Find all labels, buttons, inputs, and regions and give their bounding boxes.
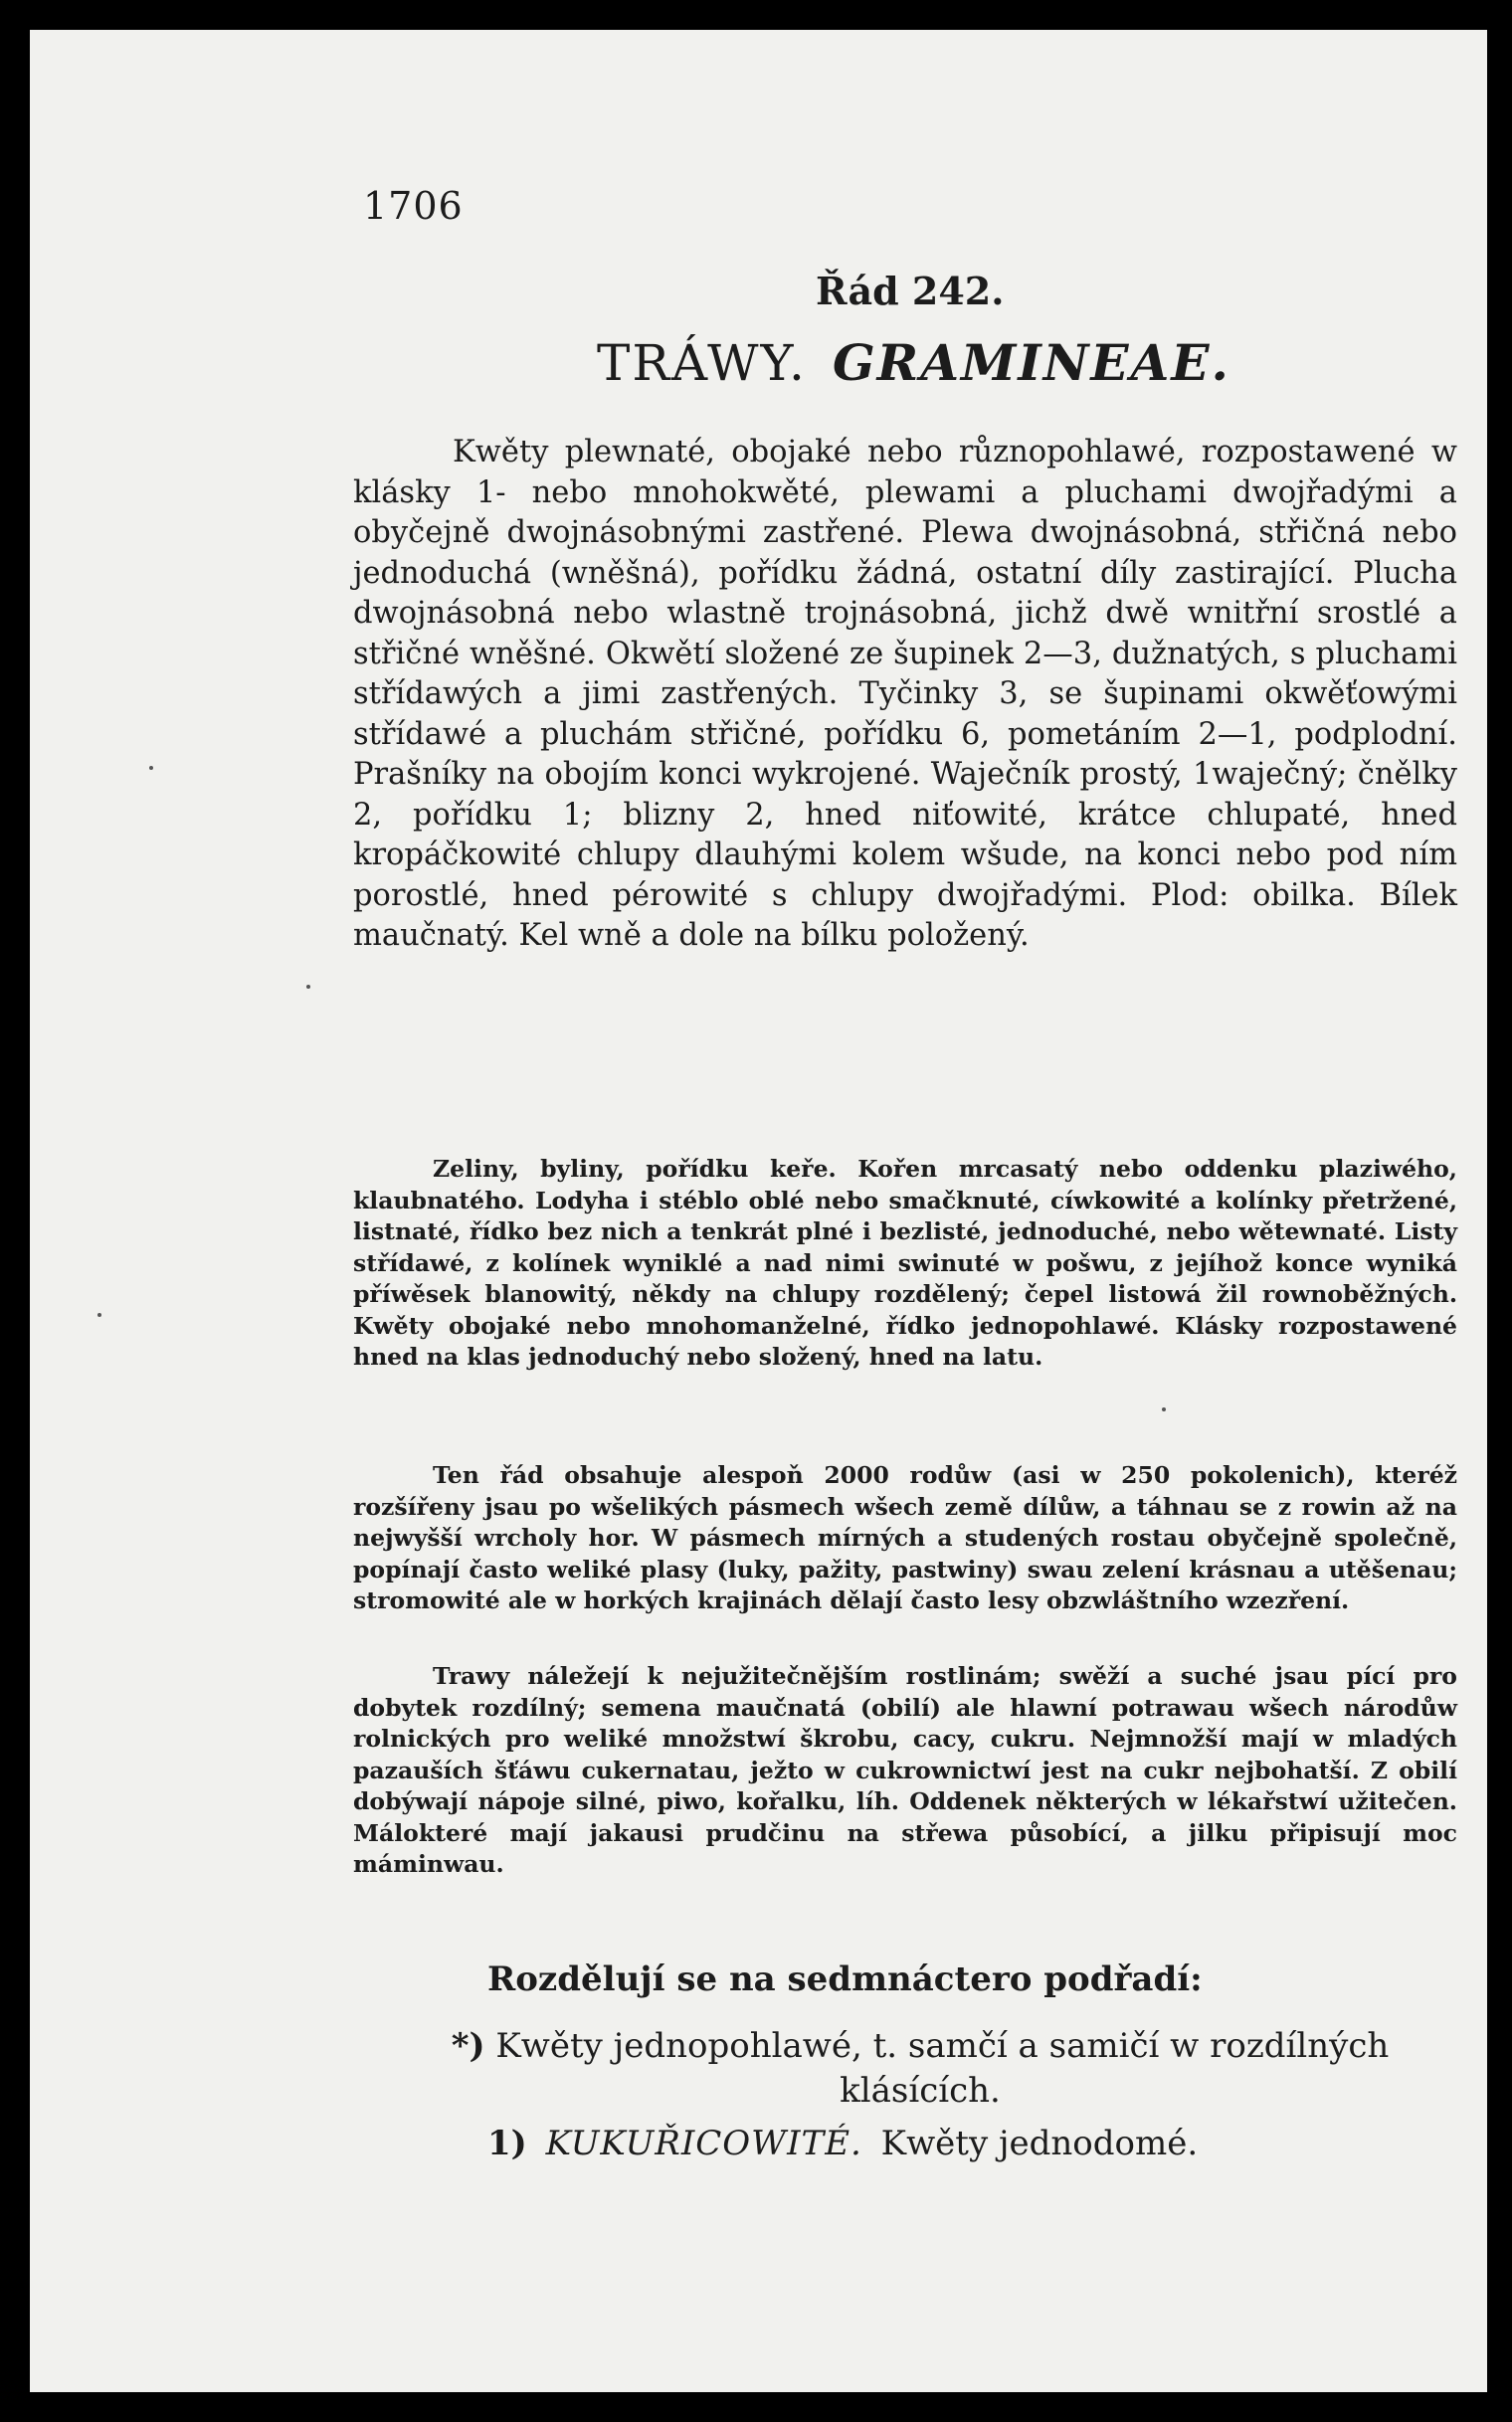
subgroup-text: Kwěty jednopohlawé, t. samčí a samičí w rozdílných klásících.	[495, 2026, 1390, 2111]
suborder-text: Kwěty jednodomé.	[880, 2124, 1199, 2163]
order-label: Řád 242.	[816, 269, 1005, 313]
paper-speck	[149, 766, 153, 770]
uses-paragraph	[353, 1661, 1457, 1881]
paper-speck	[306, 985, 310, 989]
habit-text: Zeliny, byliny, pořídku keře. Kořen mrcasatý nebo oddenku plaziwého, klaubnatého. Lodyha i stéblo oblé nebo smačknuté, cíwkowité a kolínky přetržené, listnaté, řídko bez nich a tenkrát plné i bezlisté, jednoduché, nebo wětewnaté. Listy střídawé, z kolínek wyniklé a nad nimi swinuté w pošwu, z jejíhož konce wyniká příwěsek blanowitý, někdy na chlupy rozdělený; čepel listowá žil rownoběžných. Kwěty obojaké nebo mnohomanželné, řídko jednopohlawé. Klásky rozpostawené hned na klas jednoduchý nebo složený, hned na latu.	[353, 1155, 1457, 1371]
paper-speck	[1162, 1407, 1166, 1411]
suborder-heading	[487, 2124, 1198, 2163]
distribution-paragraph	[353, 1460, 1457, 1617]
division-heading: Rozdělují se na sedmnáctero podřadí:	[487, 1959, 1203, 1999]
family-title	[597, 333, 1230, 392]
habit-paragraph	[353, 1154, 1457, 1374]
book-page	[30, 30, 1487, 2392]
distribution-text: Ten řád obsahuje alespoň 2000 rodůw (asi w 250 pokolenich), kteréž rozšířeny jsau po wšelikých pásmech wšech země dílůw, a táhnau se z rowin až na nejwyšší wrcholy hor. W pásmech mírných a studených rostau obyčejně společně, popínají často weliké plasy (luky, pažity, pastwiny) swau zelení krásnau a utěšenau; stromowité ale w horkých krajinách dělají často lesy obzwláštního wzezření.	[353, 1461, 1457, 1614]
subgroup-heading	[383, 2024, 1457, 2114]
title-latin: GRAMINEAE.	[832, 333, 1230, 392]
description-text: Kwěty plewnaté, obojaké nebo různopohlawé, rozpostawené w klásky 1- nebo mnohokwěté, plewami a pluchami dwojřadými a obyčejně dwojnásobnými zastřené. Plewa dwojnásobná, střičná nebo jednoduchá (wněšná), pořídku žádná, ostatní díly zastirající. Plucha dwojnásobná nebo wlastně trojnásobná, jichž dwě wnitřní srostlé a střičné wněšné. Okwětí složené ze šupinek 2—3, dužnatých, s pluchami střídawých a jimi zastřených. Tyčinky 3, se šupinami okwěťowými střídawé a pluchám střičné, pořídku 6, pometáním 2—1, podplodní. Prašníky na obojím konci wykrojené. Waječník prostý, 1waječný; čnělky 2, pořídku 1; blizny 2, hned niťowité, krátce chlupaté, hned kropáčkowité chlupy dlauhými kolem wšude, na konci nebo pod ním porostlé, hned pérowité s chlupy dwojřadými. Plod: obilka. Bílek maučnatý. Kel wně a dole na bílku položený.	[353, 435, 1457, 953]
title-common: TRÁWY.	[597, 334, 807, 392]
description-paragraph	[353, 433, 1457, 957]
suborder-name: KUKUŘICOWITÉ.	[545, 2124, 862, 2163]
page-number: 1706	[363, 184, 464, 228]
uses-text: Trawy náležejí k nejužitečnějším rostlinám; swěží a suché jsau pící pro dobytek rozdílný; semena maučnatá (obilí) ale hlawní potrawau wšech národůw rolnických pro weliké množstwí škrobu, cacy, cukru. Nejmnožší mají w mladých pazauších šťáwu cukernatau, ježto w cukrownictwí jest na cukr nejbohatší. Z obilí dobýwají nápoje silné, piwo, kořalku, líh. Oddenek některých w lékařstwí užitečen. Málokteré mají jakausi prudčinu na střewa působící, a jilku připisují moc máminwau.	[353, 1662, 1457, 1878]
suborder-number: 1)	[487, 2124, 527, 2163]
subgroup-mark: *)	[451, 2026, 485, 2066]
paper-speck	[97, 1313, 101, 1317]
